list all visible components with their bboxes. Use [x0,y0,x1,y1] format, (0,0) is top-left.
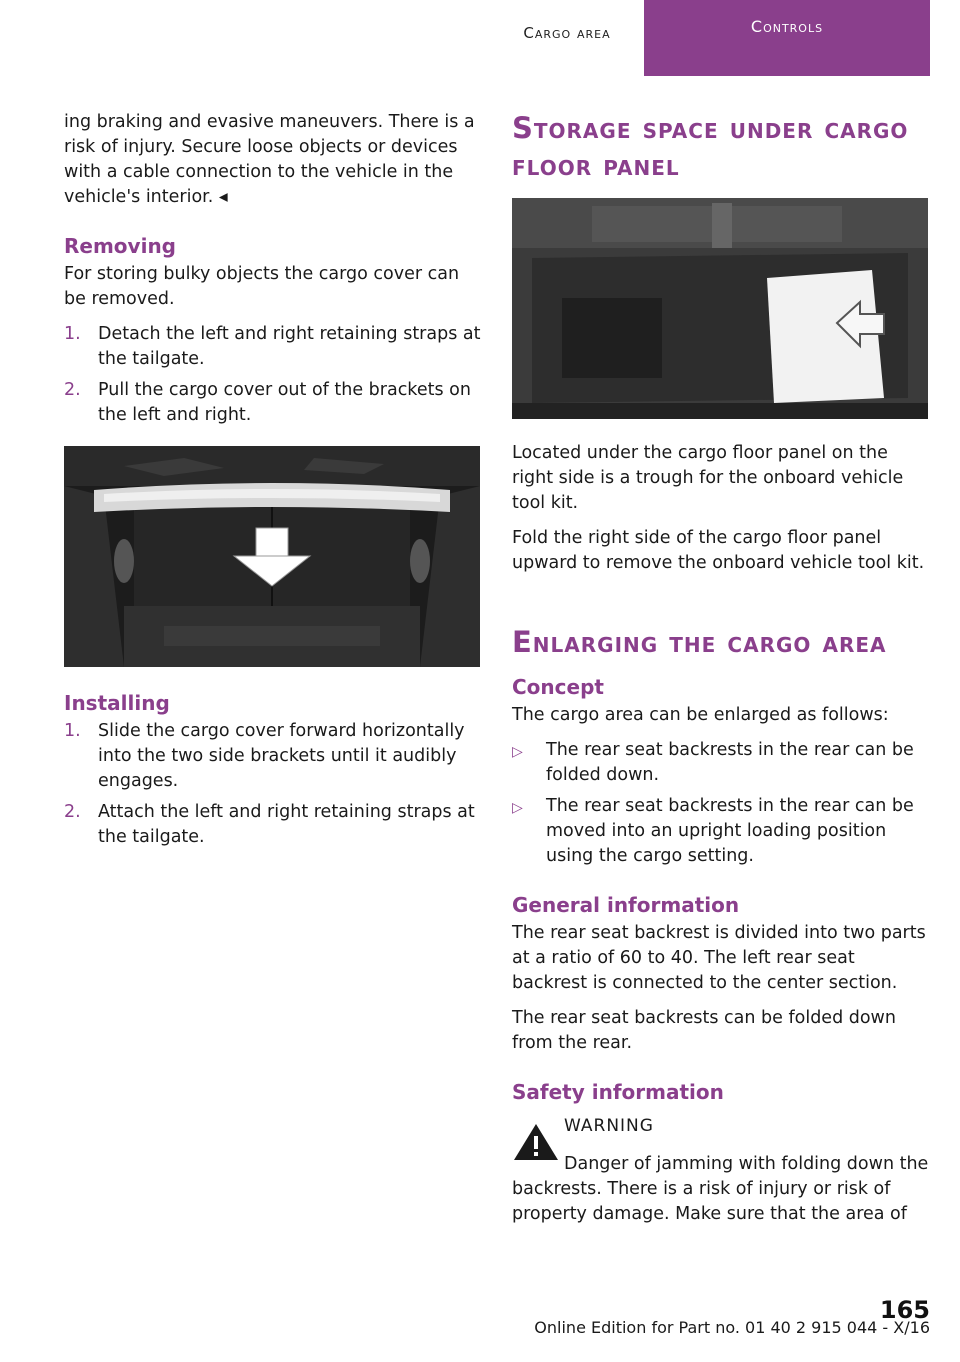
enlarging-section-title: Enlarging the cargo area [512,625,887,659]
list-item: 2. Attach the left and right retaining straps at the tailgate. [64,802,475,847]
intro-paragraph: ing braking and evasive maneuvers. There is a risk of injury. Secure loose objects or devices with a cable connection to the vehicle in the vehicle's interior. ◂ [64,112,475,207]
right-column [512,110,930,1237]
concept-list [512,738,930,869]
concept-text: The cargo area can be enlarged as follows: [512,705,889,725]
general-info-heading: General information [512,893,740,917]
header-chapter-tab [644,0,930,76]
general-info-text-2: The rear seat backrests can be folded down from the rear. [512,1008,896,1053]
storage-text-2: Fold the right side of the cargo floor panel upward to remove the onboard vehicle tool kit. [512,528,925,573]
list-item: ▷ The rear seat backrests in the rear can be folded down. [512,738,930,788]
storage-text-1: Located under the cargo floor panel on the right side is a trough for the onboard vehicle tool kit. [512,443,904,513]
header-section-tab: Cargo area [523,24,611,42]
triangle-bullet-icon: ▷ [512,800,523,816]
concept-heading: Concept [512,675,604,699]
triangle-bullet-icon: ▷ [512,744,523,760]
warning-triangle-icon [512,1122,560,1162]
installing-steps [64,719,482,850]
list-item: 1. Slide the cargo cover forward horizontally into the two side brackets until it audibly engages. [64,721,465,791]
safety-info-heading: Safety information [512,1080,724,1104]
list-item: ▷ The rear seat backrests in the rear can be moved into an upright loading position using the cargo setting. [512,794,930,869]
end-mark-icon: ◂ [218,187,228,207]
installing-heading: Installing [64,691,170,715]
left-column [64,110,482,860]
list-item: 1. Detach the left and right retaining straps at the tailgate. [64,324,481,369]
cargo-floor-photo [512,198,928,419]
footer-edition: Online Edition for Part no. 01 40 2 915 044 - X/16 [534,1318,930,1337]
cargo-cover-photo [64,446,480,667]
removing-steps [64,322,482,428]
removing-text: For storing bulky objects the cargo cover can be removed. [64,264,460,309]
list-item: 2. Pull the cargo cover out of the brackets on the left and right. [64,380,471,425]
warning-label: WARNING [564,1116,654,1136]
warning-text: Danger of jamming with folding down the backrests. There is a risk of injury or risk of property damage. Make sure that the area of [512,1154,929,1224]
removing-heading: Removing [64,234,176,258]
page-number: 165 [879,1296,930,1324]
general-info-text-1: The rear seat backrest is divided into two parts at a ratio of 60 to 40. The left rear seat backrest is connected to the center section. [512,923,926,993]
header-chapter-label: Controls [666,0,908,52]
storage-section-title: Storage space under cargo floor panel [512,111,909,182]
